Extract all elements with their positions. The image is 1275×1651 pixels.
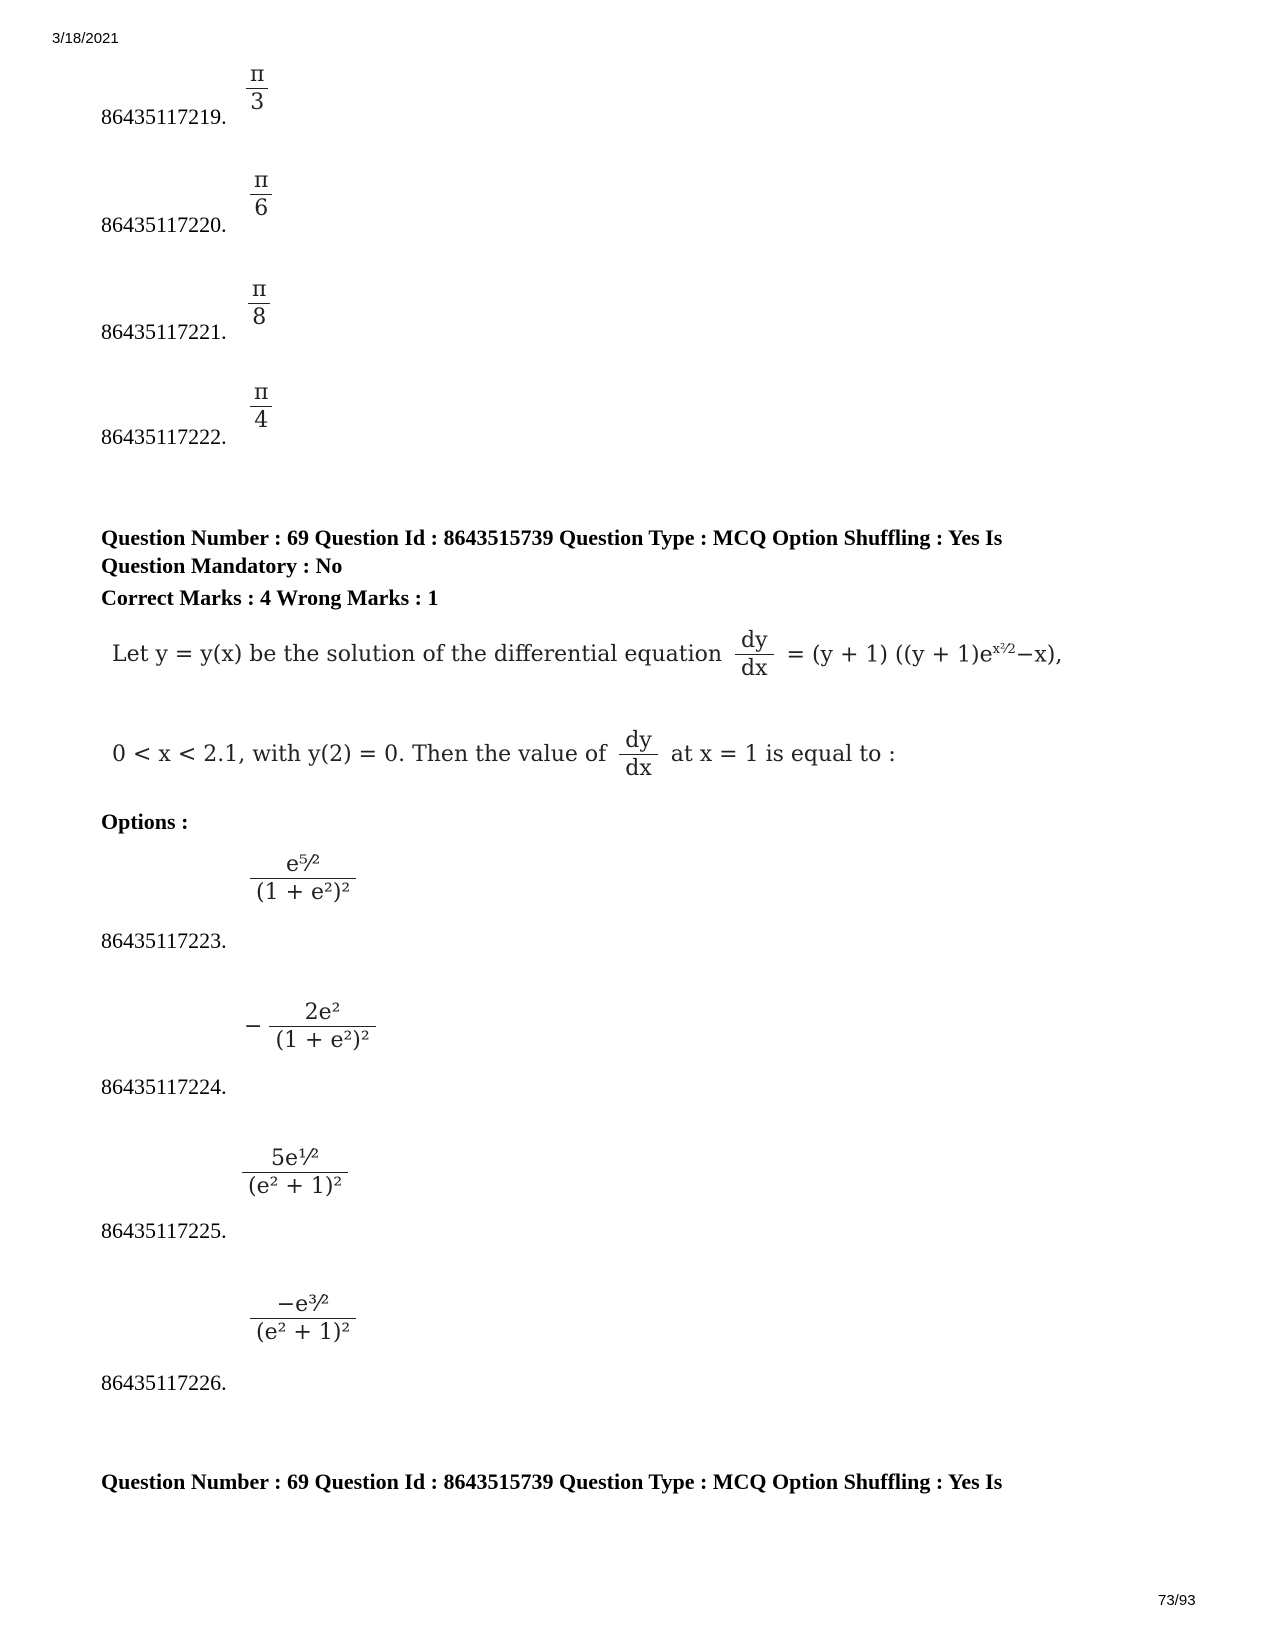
option-fraction [250, 168, 272, 221]
option-id: 86435117222. [101, 424, 227, 449]
option-fraction [244, 1000, 376, 1053]
question-text-part: Let y = y(x) be the solution of the differential equation [112, 642, 723, 667]
fraction-denominator: (1 + e²)² [250, 878, 356, 905]
fraction-numerator: 2e² [304, 1000, 341, 1025]
option-id: 86435117221. [101, 319, 227, 344]
next-question-header: Question Number : 69 Question Id : 8643515739 Question Type : MCQ Option Shuffling : Yes Is [101, 1469, 1003, 1494]
option-id: 86435117224. [101, 1074, 227, 1099]
option-id: 86435117226. [101, 1370, 227, 1395]
option-fraction [242, 1146, 348, 1199]
fraction-denominator: (e² + 1)² [242, 1172, 348, 1199]
option-id: 86435117220. [101, 212, 227, 237]
question-mandatory-line: Question Mandatory : No [101, 553, 343, 578]
option-id: 86435117219. [101, 104, 227, 129]
fraction-numerator: dy [625, 728, 652, 753]
question-header [101, 524, 1181, 580]
fraction-sign: − [244, 1014, 263, 1039]
equation-tail: −x), [1015, 642, 1063, 668]
question-text-part: 0 < x < 2.1, with y(2) = 0. Then the value of [112, 742, 607, 767]
fraction-numerator: π [254, 380, 269, 405]
question-meta-line: Question Number : 69 Question Id : 8643515739 Question Type : MCQ Option Shuffling : Yes Is [101, 525, 1003, 550]
fraction-denominator: dx [735, 654, 774, 681]
print-date: 3/18/2021 [52, 30, 119, 47]
fraction-numerator: π [252, 277, 267, 302]
option-fraction [250, 1292, 356, 1345]
fraction-denominator: 4 [250, 406, 272, 433]
fraction-numerator: −e³⁄² [276, 1292, 330, 1317]
page-number: 73/93 [1158, 1592, 1196, 1609]
options-label: Options : [101, 809, 189, 834]
option-id: 86435117223. [101, 928, 227, 953]
question-text-line-2 [112, 728, 896, 781]
option-fraction [248, 277, 270, 330]
derivative-fraction [619, 728, 658, 781]
derivative-fraction [735, 628, 774, 681]
fraction-denominator: 3 [246, 88, 268, 115]
fraction-numerator: π [250, 62, 265, 87]
question-text-line-1 [112, 628, 1062, 681]
fraction-denominator: 6 [250, 194, 272, 221]
question-marks: Correct Marks : 4 Wrong Marks : 1 [101, 585, 439, 610]
equation-exponent: x²⁄2 [992, 641, 1016, 657]
equation-rhs: = (y + 1) ((y + 1)e [786, 642, 993, 668]
fraction-numerator: dy [741, 628, 768, 653]
fraction-numerator: 5e¹⁄² [270, 1146, 320, 1171]
option-fraction [246, 62, 268, 115]
fraction-numerator: π [254, 168, 269, 193]
question-text-part [787, 642, 1063, 667]
fraction-numerator: e⁵⁄² [285, 852, 321, 877]
fraction-denominator: dx [619, 754, 658, 781]
option-fraction [250, 852, 356, 905]
fraction-denominator: (1 + e²)² [269, 1026, 375, 1053]
option-fraction [250, 380, 272, 433]
fraction-denominator: 8 [248, 303, 270, 330]
fraction-denominator: (e² + 1)² [250, 1318, 356, 1345]
question-text-part: at x = 1 is equal to : [670, 742, 896, 767]
option-id: 86435117225. [101, 1218, 227, 1243]
